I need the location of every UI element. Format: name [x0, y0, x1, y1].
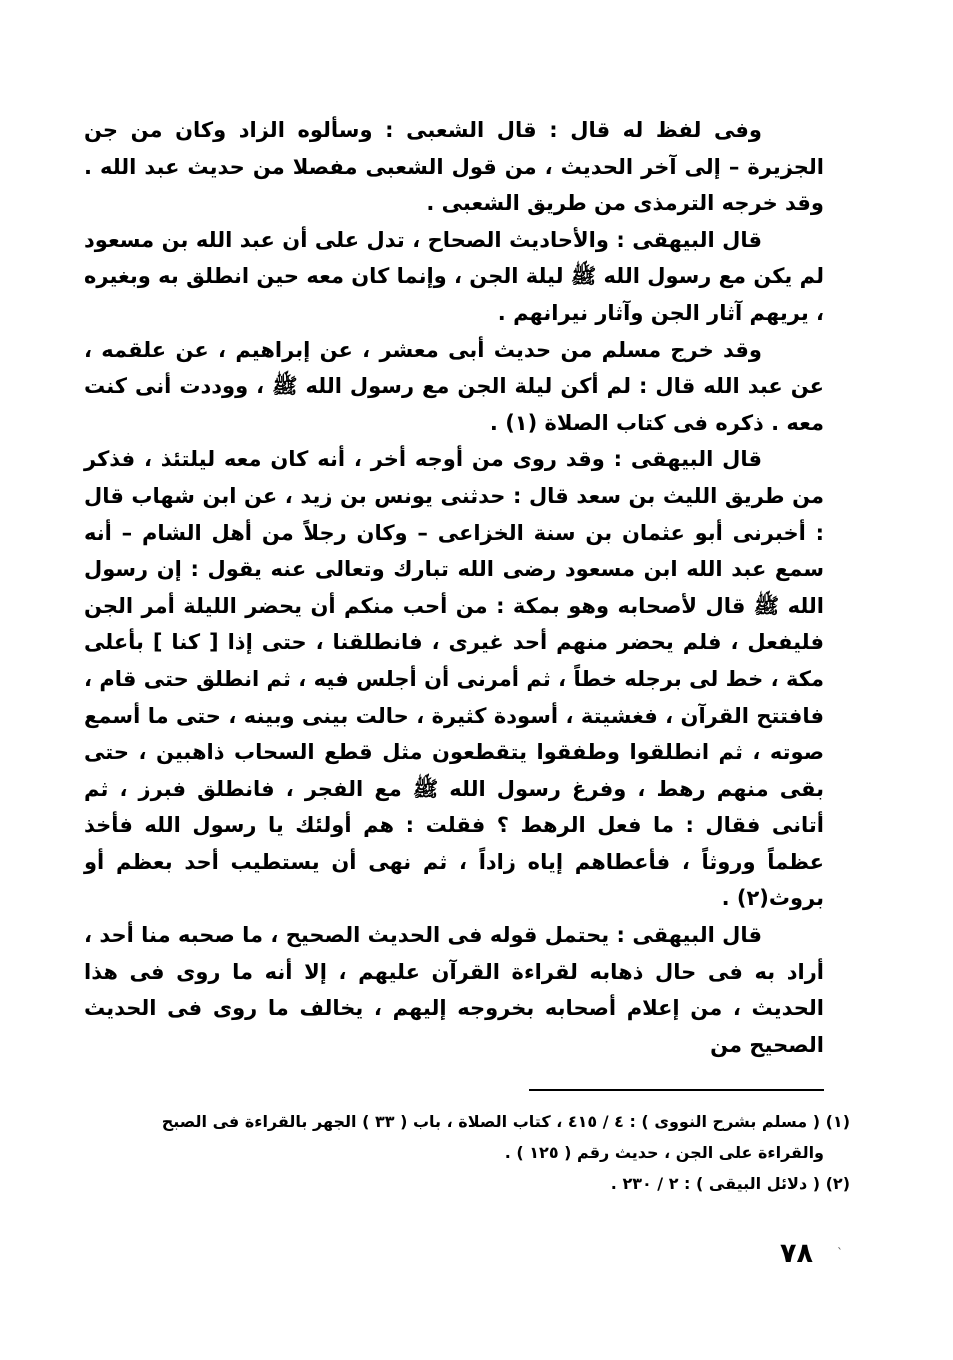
page-number: ٧٨: [780, 1238, 813, 1269]
footnote-separator: [529, 1089, 824, 1091]
main-text: [84, 112, 824, 1063]
footnote-1-line-1: (١) ( مسلم بشرح النووى ) : ٤ / ٤١٥ ، كتاب الصلاة ، باب ( ٣٣ ) الجهر بالقراءة فى الصبح: [161, 1112, 850, 1131]
paragraph-5: قال البيهقى : يحتمل قوله فى الحديث الصحيح ، ما صحبه منا أحد ، أراد به فى حال ذهابه لقراءة القرآن عليهم ، إلا أنه ما روى فى هذا الحديث ، من إعلام أصحابه بخروجه إليهم ، يخالف ما روى فى الحديث الصحيح من: [84, 923, 824, 1057]
paragraph-4: قال البيهقى : وقد روى من أوجه أخر ، أنه كان معه ليلتئذ ، فذكر من طريق الليث بن سعد قال : حدثنى يونس بن زيد ، عن ابن شهاب قال : أخبرنى أبو عثمان بن سنة الخزاعى – وكان رجلاً من أهل الشام – أنه سمع عبد الله ابن مسعود رضى الله تبارك وتعالى عنه يقول : إن رسول الله ﷺ قال لأصحابه وهو بمكة : من أحب منكم أن يحضر الليلة أمر الجن فليفعل ، فلم يحضر منهم أحد غيرى ، فانطلقنا ، حتى إذا [ كنا ] بأعلى مكة ، خط لى برجله خطاً ، ثم أمرنى أن أجلس فيه ، ثم انطلق حتى قام ، فافتتح القرآن ، فغشيتة ، أسودة كثيرة ، حالت بينى وبينه ، حتى ما أسمع صوته ، ثم انطلقوا وطفقوا يتقطعون مثل قطع السحاب ذاهبين ، حتى بقى منهم رهط ، وفرغ رسول الله ﷺ مع الفجر ، فانطلق فبرز ، ثم أتانى فقال : ما فعل الرهط ؟ فقلت : هم أولئك يا رسول الله فأخذ عظماً وروثاً ، فأعطاهم إياه زاداً ، ثم نهى أن يستطيب أحد بعظم أو بروث(٢) .: [84, 447, 824, 911]
footnote-1-line-2: والقراءة على الجن ، حديث رقم ( ١٢٥ ) .: [504, 1143, 824, 1162]
scan-mark: ˋ: [837, 1246, 843, 1260]
paragraph-2: قال البيهقى : والأحاديث الصحاح ، تدل على أن عبد الله بن مسعود لم يكن مع رسول الله ﷺ ليلة الجن ، وإنما كان معه حين انطلق به وبغيره ، يريهم آثار الجن وآثار نيرانهم .: [84, 227, 824, 325]
footnotes: [84, 1106, 850, 1199]
footnote-2: (٢) ( دلائل البيقى ) : ٢ / ٢٣٠ .: [610, 1174, 850, 1193]
paragraph-1: وفى لفظ له قال : قال الشعبى : وسألوه الزاد وكان من جن الجزيرة – إلى آخر الحديث ، من قول الشعبى مفصلا من حديث عبد الله . وقد خرجه الترمذى من طريق الشعبى .: [84, 118, 824, 216]
paragraph-3: وقد خرج مسلم من حديث أبى معشر ، عن إبراهيم ، عن علقمه ، عن عبد الله قال : لم أكن ليلة الجن مع رسول الله ﷺ ، ووددت أنى كنت معه . ذكره فى كتاب الصلاة (١) .: [84, 337, 824, 435]
